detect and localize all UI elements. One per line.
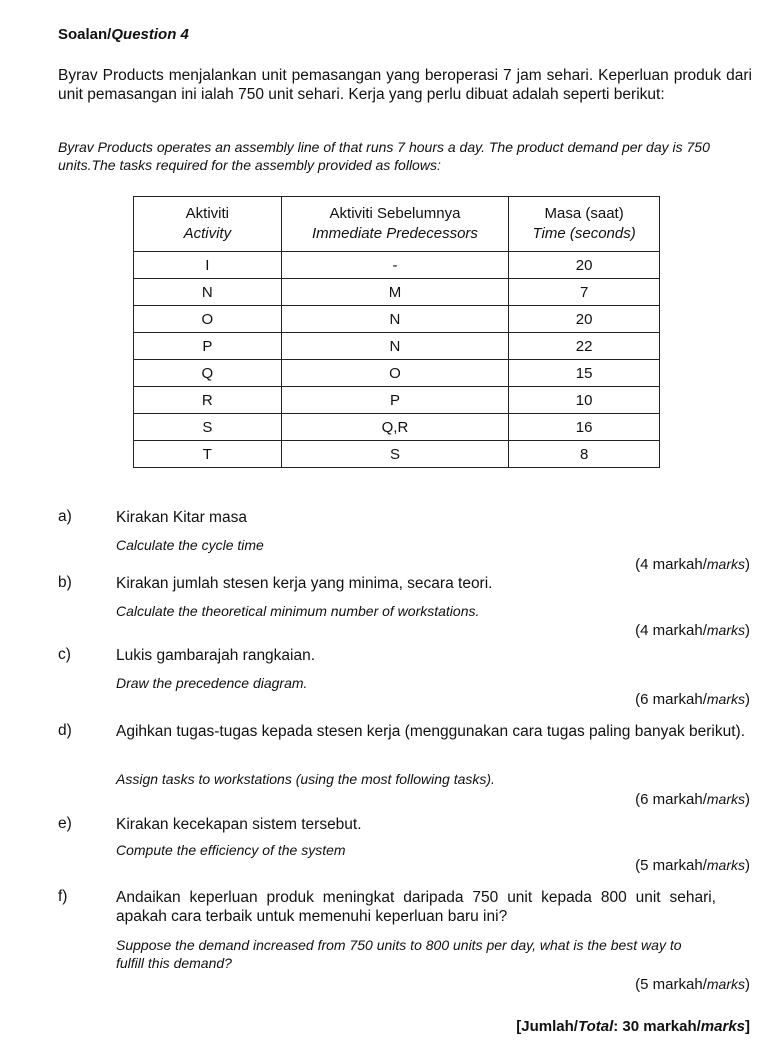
cell-predecessors: S <box>281 441 509 468</box>
question-text-ms: Lukis gambarajah rangkaian. <box>116 647 316 664</box>
table-row <box>134 306 660 333</box>
table-row <box>134 333 660 360</box>
table-header-row <box>134 197 660 252</box>
title-en: Question 4 <box>111 26 189 43</box>
question-text-ms: Kirakan Kitar masa <box>116 509 247 526</box>
marks-label: (6 markah/marks) <box>635 691 750 708</box>
cell-time: 8 <box>509 441 660 468</box>
question-text-en: Draw the precedence diagram. <box>116 675 308 691</box>
question-text-ms: Kirakan jumlah stesen kerja yang minima, secara teori. <box>116 575 493 592</box>
table-row <box>134 360 660 387</box>
question-text-en: Calculate the cycle time <box>116 537 264 553</box>
cell-predecessors: N <box>281 306 509 333</box>
question-title <box>58 26 189 43</box>
question-text-en: Suppose the demand increased from 750 units to 800 units per day, what is the best way to fulfill this demand? <box>116 937 682 971</box>
marks-label: (5 markah/marks) <box>635 976 750 993</box>
cell-predecessors: Q,R <box>281 414 509 441</box>
question-letter: d) <box>58 722 72 739</box>
cell-activity: P <box>134 333 282 360</box>
question-text-en: Compute the efficiency of the system <box>116 842 346 858</box>
task-table <box>133 196 660 468</box>
cell-activity: Q <box>134 360 282 387</box>
question-text-en: Calculate the theoretical minimum number of workstations. <box>116 603 480 619</box>
intro-malay: Byrav Products menjalankan unit pemasangan yang beroperasi 7 jam sehari. Keperluan produk dari unit pemasangan ini ialah 750 unit sehari. Kerja yang perlu dibuat adalah seperti berikut: <box>58 67 752 103</box>
cell-time: 20 <box>509 252 660 279</box>
header-predecessors: Aktiviti Sebelumnya Immediate Predecessors <box>281 197 509 252</box>
cell-time: 16 <box>509 414 660 441</box>
cell-time: 7 <box>509 279 660 306</box>
question-letter: e) <box>58 815 72 832</box>
question-letter: b) <box>58 574 72 591</box>
header-activity: Aktiviti Activity <box>134 197 282 252</box>
table-row <box>134 414 660 441</box>
cell-activity: O <box>134 306 282 333</box>
cell-predecessors: M <box>281 279 509 306</box>
cell-predecessors: O <box>281 360 509 387</box>
cell-predecessors: N <box>281 333 509 360</box>
table-row <box>134 441 660 468</box>
cell-activity: N <box>134 279 282 306</box>
question-text-ms: Kirakan kecekapan sistem tersebut. <box>116 816 362 833</box>
intro-english: Byrav Products operates an assembly line of that runs 7 hours a day. The product demand per day is 750 units.The tasks required for the assembly provided as follows: <box>58 139 710 173</box>
cell-time: 15 <box>509 360 660 387</box>
table-row <box>134 279 660 306</box>
total-marks: [Jumlah/Total: 30 markah/marks] <box>516 1018 750 1035</box>
question-text-ms: Agihkan tugas-tugas kepada stesen kerja (menggunakan cara tugas paling banyak berikut). <box>116 723 746 740</box>
question-text-ms: Andaikan keperluan produk meningkat daripada 750 unit kepada 800 unit sehari, apakah cara terbaik untuk memenuhi keperluan baru ini? <box>116 889 716 925</box>
question-letter: c) <box>58 646 71 663</box>
marks-label: (4 markah/marks) <box>635 556 750 573</box>
header-time: Masa (saat) Time (seconds) <box>509 197 660 252</box>
cell-activity: R <box>134 387 282 414</box>
marks-label: (4 markah/marks) <box>635 622 750 639</box>
title-ms: Soalan/ <box>58 26 112 43</box>
marks-label: (6 markah/marks) <box>635 791 750 808</box>
question-letter: f) <box>58 888 68 905</box>
cell-predecessors: P <box>281 387 509 414</box>
marks-label: (5 markah/marks) <box>635 857 750 874</box>
cell-time: 10 <box>509 387 660 414</box>
cell-predecessors: - <box>281 252 509 279</box>
table-row <box>134 387 660 414</box>
cell-activity: S <box>134 414 282 441</box>
cell-time: 20 <box>509 306 660 333</box>
question-text-en: Assign tasks to workstations (using the most following tasks). <box>116 771 495 787</box>
cell-time: 22 <box>509 333 660 360</box>
cell-activity: T <box>134 441 282 468</box>
question-letter: a) <box>58 508 72 525</box>
table-row <box>134 252 660 279</box>
cell-activity: I <box>134 252 282 279</box>
